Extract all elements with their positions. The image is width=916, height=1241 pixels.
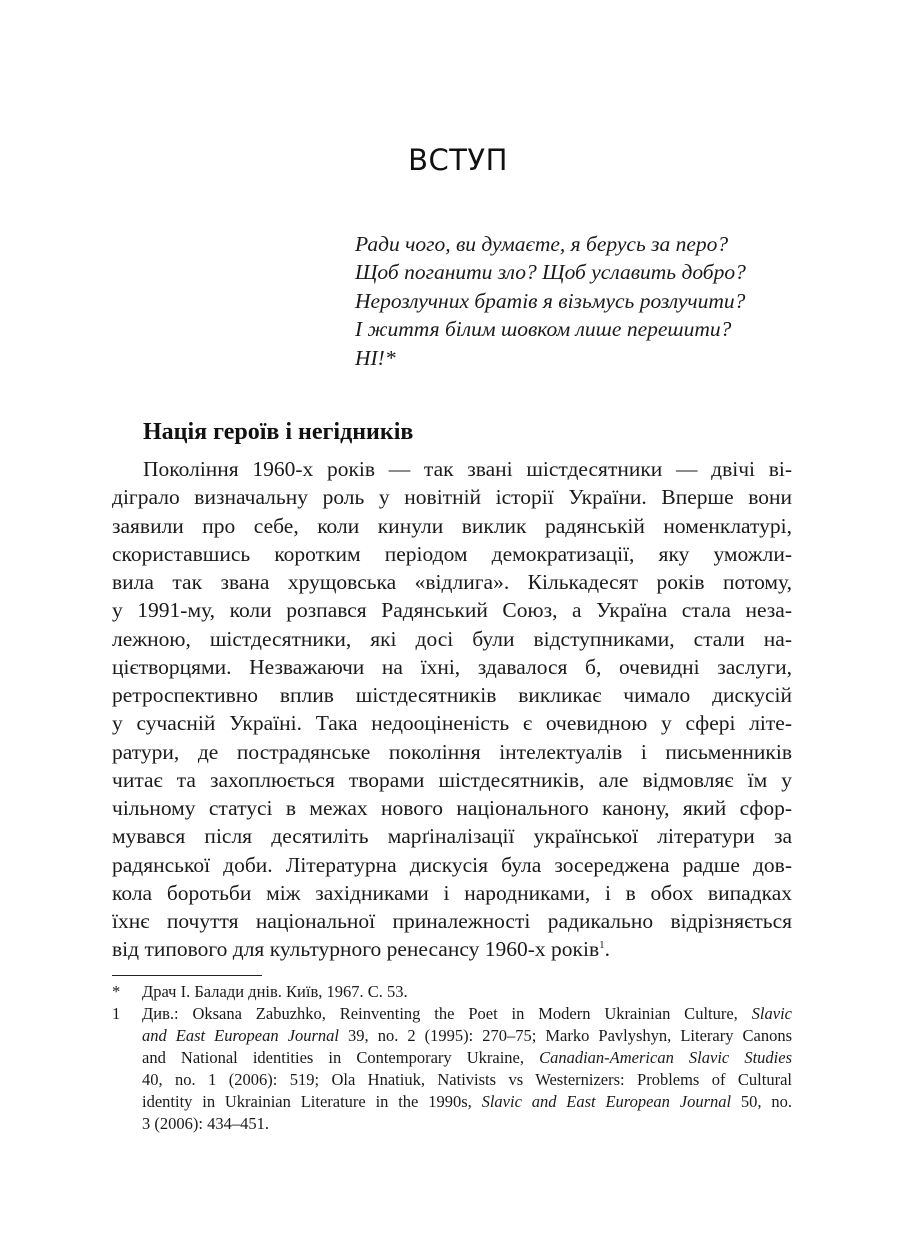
epigraph-line: Щоб поганити зло? Щоб уславить добро? — [355, 260, 746, 285]
footnote-text: Див.: Oksana Zabuzhko, Reinventing the Poet in Modern Ukrainian Culture, — [142, 1004, 752, 1023]
paragraph-line: читає та захоплюється творами шістдесятників, але відмовляє їм у — [112, 767, 792, 792]
epigraph-line: Нерозлучних братів я візьмусь розлучити? — [355, 288, 746, 313]
footnote-text: Драч І. Балади днів. Київ, 1967. С. 53. — [142, 982, 408, 1001]
paragraph-line: Покоління 1960-х років — так звані шістдесятники — двічі ві- — [143, 457, 792, 481]
footnote-italic-title: Slavic and East European Journal — [481, 1092, 732, 1111]
footnote-marker: * — [112, 982, 121, 1001]
paragraph-line: ратури, де пострадянське покоління інтелектуалів і письменників — [112, 739, 792, 764]
footnote-line — [142, 1047, 792, 1069]
footnote-text: 3 (2006): 434–451. — [142, 1114, 269, 1133]
footnote-line — [142, 981, 792, 1003]
epigraph-line: Ради чого, ви думаєте, я берусь за перо? — [355, 232, 729, 256]
footnote-line — [142, 1025, 792, 1047]
paragraph-line-text: від типового для культурного ренесансу 1960-х років — [112, 937, 600, 962]
footnotes — [112, 981, 792, 1135]
paragraph-line: чільному статусі в межах нового національного канону, який сфор- — [112, 796, 792, 820]
footnote-line — [142, 1113, 792, 1135]
epigraph-line-text: НІ! — [355, 345, 385, 370]
paragraph-line: мувався після десятиліть марґіналізації української літератури за — [112, 824, 792, 849]
footnote-reference-asterisk[interactable]: * — [384, 345, 396, 370]
footnote-line — [142, 1069, 792, 1091]
footnote-italic-title: Slavic — [751, 1004, 792, 1023]
body-paragraph — [112, 455, 792, 964]
footnote-text: 50, no. — [731, 1092, 792, 1111]
paragraph-line: скориставшись коротким періодом демократизації, яку уможли- — [112, 541, 792, 566]
footnote-reference-1[interactable]: 1 — [599, 939, 605, 952]
epigraph-last-line — [355, 344, 805, 372]
footnote-italic-title: Canadian-American Slavic Studies — [539, 1048, 792, 1067]
footnote-line — [142, 1091, 792, 1113]
footnote-text: 39, no. 2 (1995): 270–75; Marko Pavlyshyn, Literary Canons — [339, 1026, 793, 1045]
paragraph-line: радянської доби. Літературна дискусія була зосереджена радше дов- — [112, 852, 792, 877]
footnote — [112, 1003, 792, 1135]
paragraph-line — [112, 935, 792, 963]
footnote-text: 40, no. 1 (2006): 519; Ola Hnatiuk, Nativists vs Westernizers: Problems of Cultural — [142, 1070, 792, 1089]
footnote — [112, 981, 792, 1003]
footnote-text: and National identities in Contemporary Ukraine, — [142, 1048, 540, 1067]
paragraph-line: цієтворцями. Незважаючи на їхні, здавалося б, очевидні заслуги, — [112, 654, 792, 679]
footnote-text: identity in Ukrainian Literature in the 1990s, — [142, 1092, 482, 1111]
footnote-marker: 1 — [112, 1004, 121, 1023]
paragraph-line: лежною, шістдесятники, які досі були відступниками, стали на- — [112, 626, 792, 651]
paragraph-line: діграло визначальну роль у новітній історії України. Вперше вони — [112, 485, 792, 510]
epigraph — [355, 230, 805, 372]
epigraph-line: І життя білим шовком лише перешити? — [355, 317, 732, 342]
paragraph-line: у 1991-му, коли розпався Радянський Союз, а Україна стала неза- — [112, 598, 792, 623]
paragraph-line: вила так звана хрущовська «відлига». Кількадесят років потому, — [112, 570, 792, 594]
paragraph-end-punctuation: . — [604, 937, 610, 962]
footnote-italic-title: and East European Journal — [142, 1026, 339, 1045]
footnote-separator — [112, 975, 262, 976]
paragraph-line: ретроспективно вплив шістдесятників викликає чимало дискусій — [112, 683, 792, 707]
paragraph-line: їхнє почуття національної приналежності радикально відрізняється — [112, 909, 792, 933]
paragraph-line: у сучасній Україні. Така недооціненість є очевидною у сфері літе- — [112, 711, 792, 736]
paragraph-line: заявили про себе, коли кинули виклик радянській номенклатурі, — [112, 513, 792, 538]
footnote-line — [142, 1003, 792, 1025]
paragraph-line: кола боротьби між західниками і народниками, і в обох випадках — [112, 880, 792, 905]
chapter-title: ВСТУП — [408, 143, 508, 177]
section-heading: Нація героїв і негідників — [143, 419, 414, 445]
